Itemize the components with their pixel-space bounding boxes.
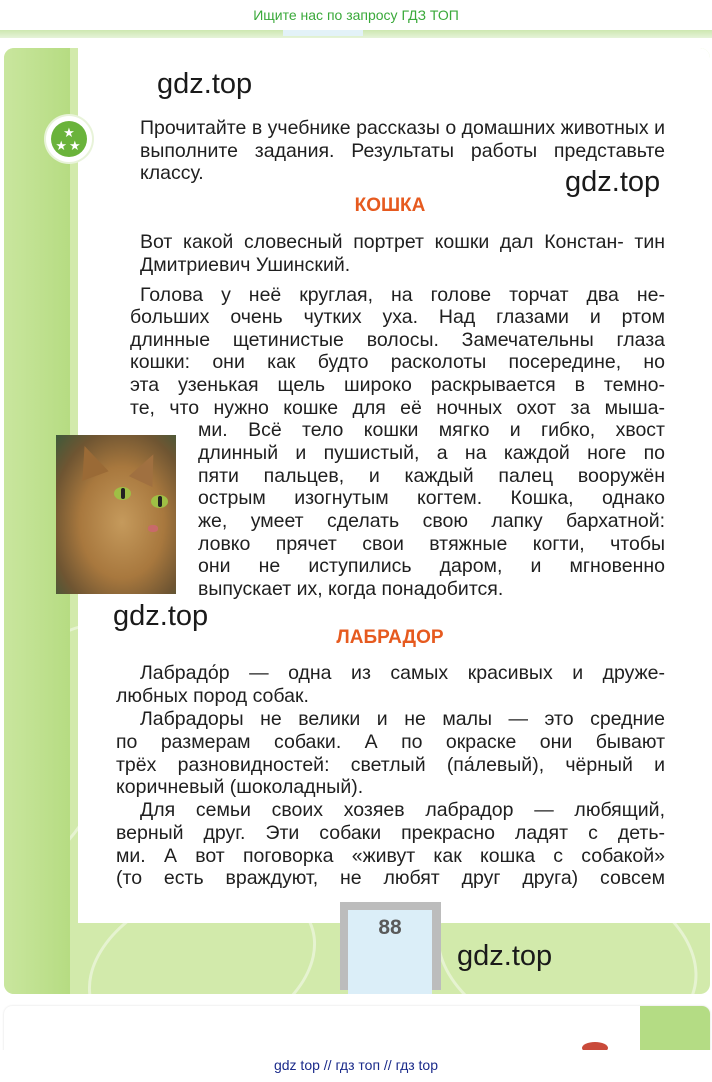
bottom-banner[interactable]: gdz top // гдз топ // гдз top: [0, 1050, 712, 1082]
watermark: gdz.top: [157, 68, 253, 100]
text-line: Для семьи своих хозяев лабрадор — любящий,: [140, 799, 665, 821]
text-line: Лабрадо́р — одна из самых красивых и друже-: [140, 662, 665, 684]
watermark: gdz.top: [457, 940, 553, 972]
watermark: gdz.top: [113, 600, 209, 632]
intro-text: Прочитайте в учебнике рассказы о домашних животных и выполните задания. Результаты работы представьте классу.: [140, 117, 665, 185]
text-line: ми. Всё тело кошки мягко и гибко, хвост: [198, 419, 665, 441]
text-line: те, что нужно кошке для её ночных охот за мыша-: [130, 397, 665, 419]
text-line: по размерам собаки. А по окраске они бывают: [116, 731, 665, 753]
cat-paragraph-1: Вот какой словесный портрет кошки дал Констан- тин Дмитриевич Ушинский.: [140, 231, 665, 276]
text-line: острым изогнутым когтем. Кошка, однако: [198, 487, 665, 509]
previous-page-edge: [0, 30, 712, 38]
next-page-stripe: [640, 1006, 710, 1050]
text-line: любных пород собак.: [116, 685, 309, 707]
text-line: выпускает их, когда понадобится.: [198, 578, 504, 600]
text-line: Лабрадоры не велики и не малы — это средние: [140, 708, 665, 730]
top-banner[interactable]: Ищите нас по запросу ГДЗ ТОП: [0, 0, 712, 30]
text-line: пяти пальцев, и каждый палец вооружён: [198, 465, 665, 487]
text-line: Голова у неё круглая, на голове торчат два не-: [140, 284, 665, 306]
cat-heading: КОШКА: [354, 195, 426, 216]
text-line: верный друг. Эти собаки прекрасно ладят с деть-: [116, 822, 665, 844]
labrador-heading: ЛАБРАДОР: [336, 627, 444, 648]
text-line: ми. А вот поговорка «живут как кошка с собакой»: [116, 845, 665, 867]
text-line: (то есть враждуют, не любят друг друга) совсем: [116, 867, 665, 889]
cat-photo: [56, 435, 176, 594]
previous-page-tab: [283, 30, 363, 36]
text-line: длинные щетинистые волосы. Замечательны глаза: [130, 329, 665, 351]
three-stars-icon: ★ ★★: [46, 116, 92, 162]
text-line: трёх разновидностей: светлый (па́левый), чёрный и: [116, 754, 665, 776]
text-line: эта узенькая щель широко раскрывается в темно-: [130, 374, 665, 396]
text-line: кошки: они как будто расколоты посередине, но: [130, 351, 665, 373]
text-line: они не иступились даром, и мгновенно: [198, 555, 665, 577]
text-line: коричневый (шоколадный).: [116, 776, 364, 798]
text-line: же, умеет сделать свою лапку бархатной:: [198, 510, 665, 532]
watermark: gdz.top: [565, 166, 661, 198]
page-number: 88: [378, 916, 402, 939]
text-line: ловко прячет свои втяжные когти, чтобы: [198, 533, 665, 555]
text-line: длинный и пушистый, а на каждой ноге по: [198, 442, 665, 464]
text-line: больших очень чутких уха. Над глазами и ртом: [130, 306, 665, 328]
